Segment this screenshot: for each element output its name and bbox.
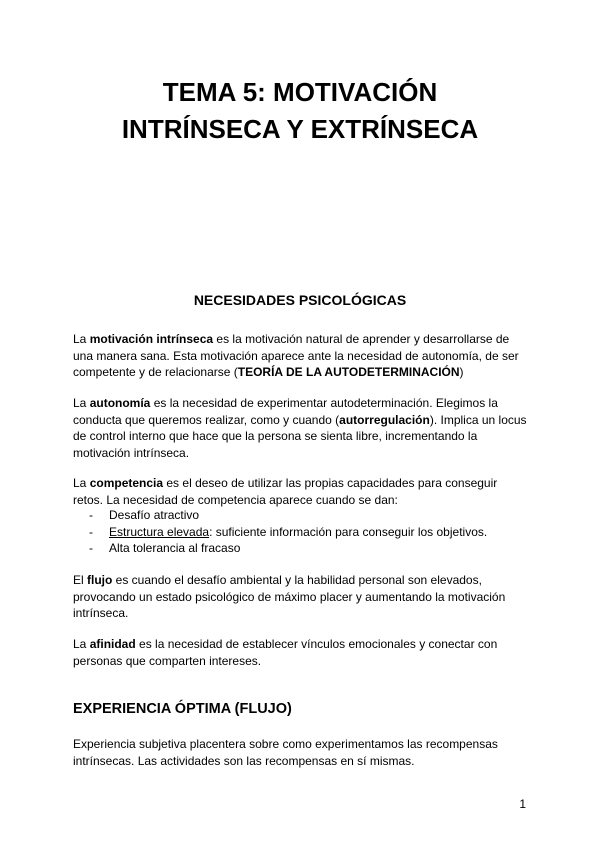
list-item-text: Desafío atractivo: [109, 508, 200, 522]
text: ): [459, 365, 464, 379]
paragraph-motivacion-intrinseca: [73, 331, 529, 381]
underlined-term: Estructura elevada: [109, 524, 210, 539]
competencia-bullet-list: [89, 507, 487, 557]
paragraph-afinidad: [73, 636, 529, 669]
dash-bullet-icon: -: [89, 508, 93, 522]
text: es la necesidad de experimentar autodeterminación. Elegimos la conducta que queremos realizar, como y cuando (: [73, 396, 498, 427]
text: Experiencia subjetiva placentera sobre como experimentamos las recompensas intrínsecas. Las actividades son las recompensas en sí mismas.: [73, 737, 498, 768]
text: La: [73, 332, 90, 346]
list-item: [89, 524, 487, 541]
text: El: [73, 573, 88, 587]
bold-term: motivación intrínseca: [89, 332, 214, 346]
paragraph-flujo: [73, 572, 529, 622]
title-line-1: TEMA 5: MOTIVACIÓN: [162, 77, 438, 107]
bold-term: autorregulación: [339, 412, 430, 427]
paragraph-experiencia-optima: [73, 736, 529, 769]
bold-term: afinidad: [89, 637, 136, 651]
dash-bullet-icon: -: [89, 541, 93, 555]
dash-bullet-icon: -: [89, 524, 93, 539]
paragraph-competencia: [73, 475, 529, 508]
text: La: [73, 396, 90, 410]
bold-term: flujo: [87, 573, 113, 587]
text: es el deseo de utilizar las propias capacidades para conseguir retos. La necesidad de competencia aparece cuando se dan:: [73, 476, 498, 507]
list-item-text: : suficiente información para conseguir los objetivos.: [209, 524, 488, 539]
list-item-text: Alta tolerancia al fracaso: [109, 541, 241, 555]
text: ). Implica un locus de control interno que hace que la persona se sienta libre, incrementando la motivación intrínseca.: [73, 412, 527, 460]
bold-term: TEORÍA DE LA AUTODETERMINACIÓN: [237, 365, 460, 379]
text: La: [73, 476, 90, 490]
text: es la motivación natural de aprender y desarrollarse de una manera sana. Esta motivación aparece ante la necesidad de autonomía, de ser competente y de relacionarse (: [73, 332, 519, 379]
title-line-2: INTRÍNSECA Y EXTRÍNSECA: [121, 114, 479, 144]
text: es la necesidad de establecer vínculos emocionales y conectar con personas que comparten intereses.: [73, 637, 498, 668]
bold-term: competencia: [89, 476, 164, 490]
page-title: [0, 74, 600, 148]
list-item: [89, 540, 487, 557]
text: La: [73, 637, 90, 651]
paragraph-autonomia: [73, 395, 529, 461]
page-number: 1: [519, 797, 526, 811]
bold-term: autonomía: [89, 396, 151, 410]
section-heading-flujo: EXPERIENCIA ÓPTIMA (FLUJO): [73, 701, 292, 717]
section-heading-necesidades: NECESIDADES PSICOLÓGICAS: [193, 292, 407, 308]
text: es cuando el desafío ambiental y la habilidad personal son elevados, provocando un estado psicológico de máximo placer y aumentando la motivación intrínseca.: [73, 573, 506, 620]
list-item: [89, 507, 487, 524]
